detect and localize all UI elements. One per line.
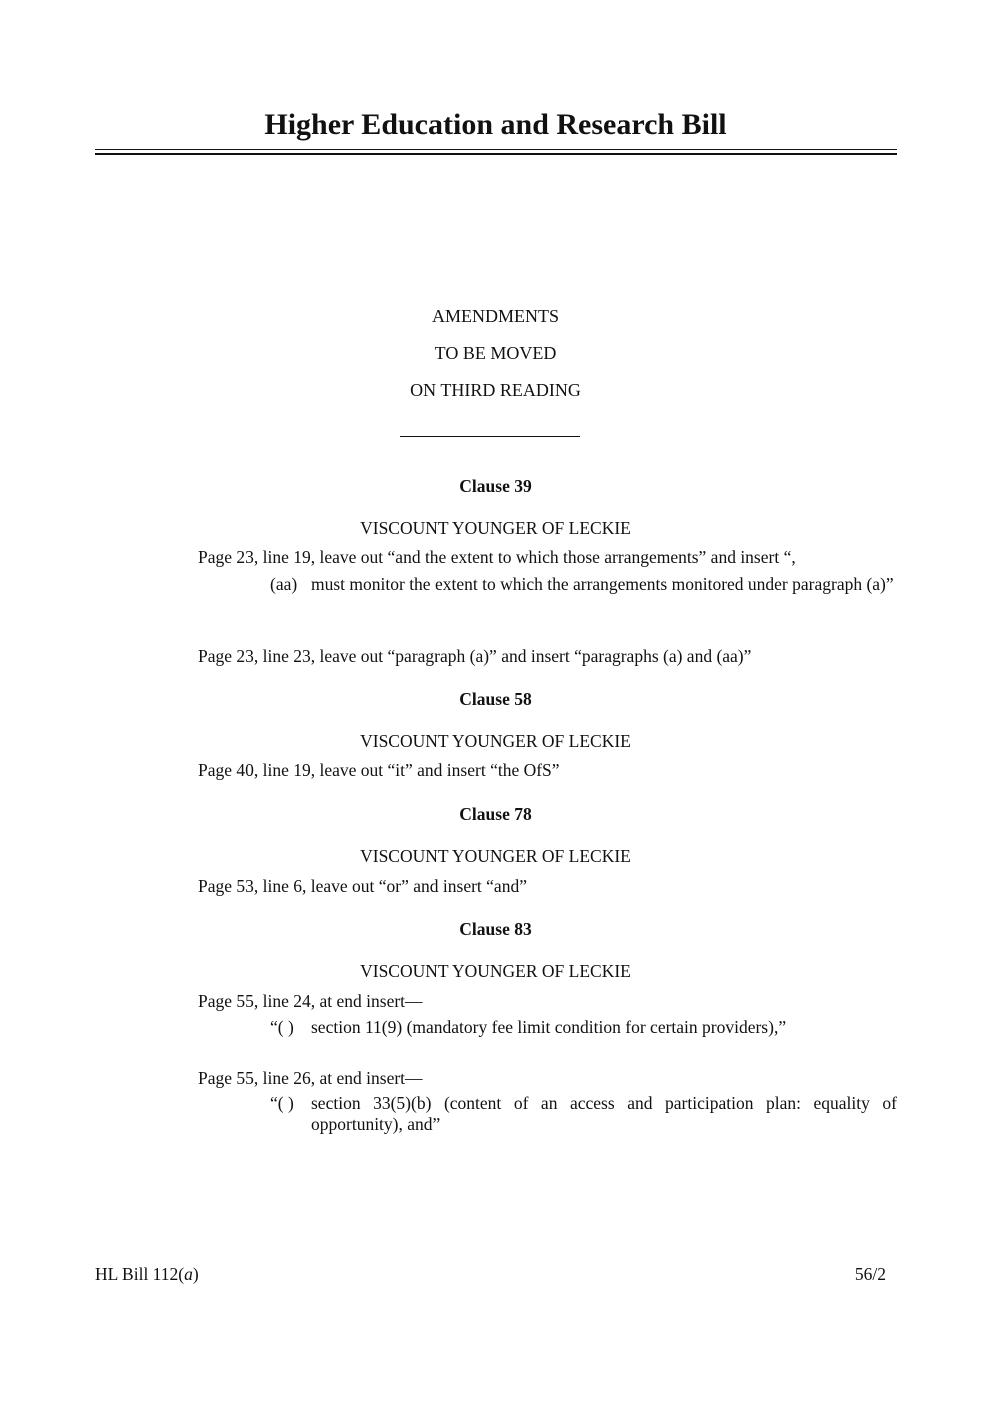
paragraph-text: section 33(5)(b) (content of an access and participation plan: equality of opportunity), and” bbox=[311, 1093, 897, 1134]
clause-heading: Clause 39 bbox=[459, 476, 532, 496]
mover-name: VISCOUNT YOUNGER OF LECKIE bbox=[360, 961, 631, 981]
mover-name: VISCOUNT YOUNGER OF LECKIE bbox=[360, 846, 631, 866]
clause-heading: Clause 78 bbox=[459, 804, 532, 824]
paragraph-label: “( ) bbox=[270, 1093, 294, 1113]
heading-line: TO BE MOVED bbox=[434, 343, 557, 363]
heading-line: ON THIRD READING bbox=[410, 380, 581, 400]
bill-reference bbox=[95, 1264, 199, 1285]
bill-reference-end: ) bbox=[192, 1264, 199, 1284]
amendment-text: Page 40, line 19, leave out “it” and insert “the OfS” bbox=[198, 760, 560, 780]
title-rule bbox=[95, 149, 897, 150]
separator-rule bbox=[400, 436, 580, 437]
mover-name: VISCOUNT YOUNGER OF LECKIE bbox=[360, 731, 631, 751]
amendment-text: Page 55, line 26, at end insert— bbox=[198, 1068, 423, 1088]
inserted-paragraph bbox=[270, 1093, 897, 1135]
paragraph-label: “( ) bbox=[270, 1017, 294, 1037]
paragraph-text: must monitor the extent to which the arrangements monitored under paragraph (a)” bbox=[311, 574, 894, 594]
clause-heading: Clause 58 bbox=[459, 689, 532, 709]
amendment-text: Page 23, line 19, leave out “and the extent to which those arrangements” and insert “, bbox=[198, 547, 796, 567]
bill-number: 56/2 bbox=[854, 1264, 886, 1284]
amendment-text: Page 53, line 6, leave out “or” and insert “and” bbox=[198, 876, 527, 896]
mover-name: VISCOUNT YOUNGER OF LECKIE bbox=[360, 518, 631, 538]
bill-reference-suffix: a bbox=[184, 1264, 193, 1284]
inserted-paragraph bbox=[270, 1017, 897, 1038]
amendment-text: Page 23, line 23, leave out “paragraph (a)” and insert “paragraphs (a) and (aa)” bbox=[198, 646, 752, 666]
title-rule-thick bbox=[95, 153, 897, 155]
heading-line: AMENDMENTS bbox=[431, 306, 559, 326]
clause-heading: Clause 83 bbox=[459, 919, 532, 939]
paragraph-label: (aa) bbox=[270, 574, 298, 594]
paragraph-text: section 11(9) (mandatory fee limit condition for certain providers),” bbox=[311, 1017, 787, 1037]
inserted-paragraph bbox=[270, 574, 897, 595]
amendment-text: Page 55, line 24, at end insert— bbox=[198, 991, 423, 1011]
bill-reference-text: HL Bill 112( bbox=[95, 1264, 185, 1284]
bill-title: Higher Education and Research Bill bbox=[264, 108, 727, 141]
